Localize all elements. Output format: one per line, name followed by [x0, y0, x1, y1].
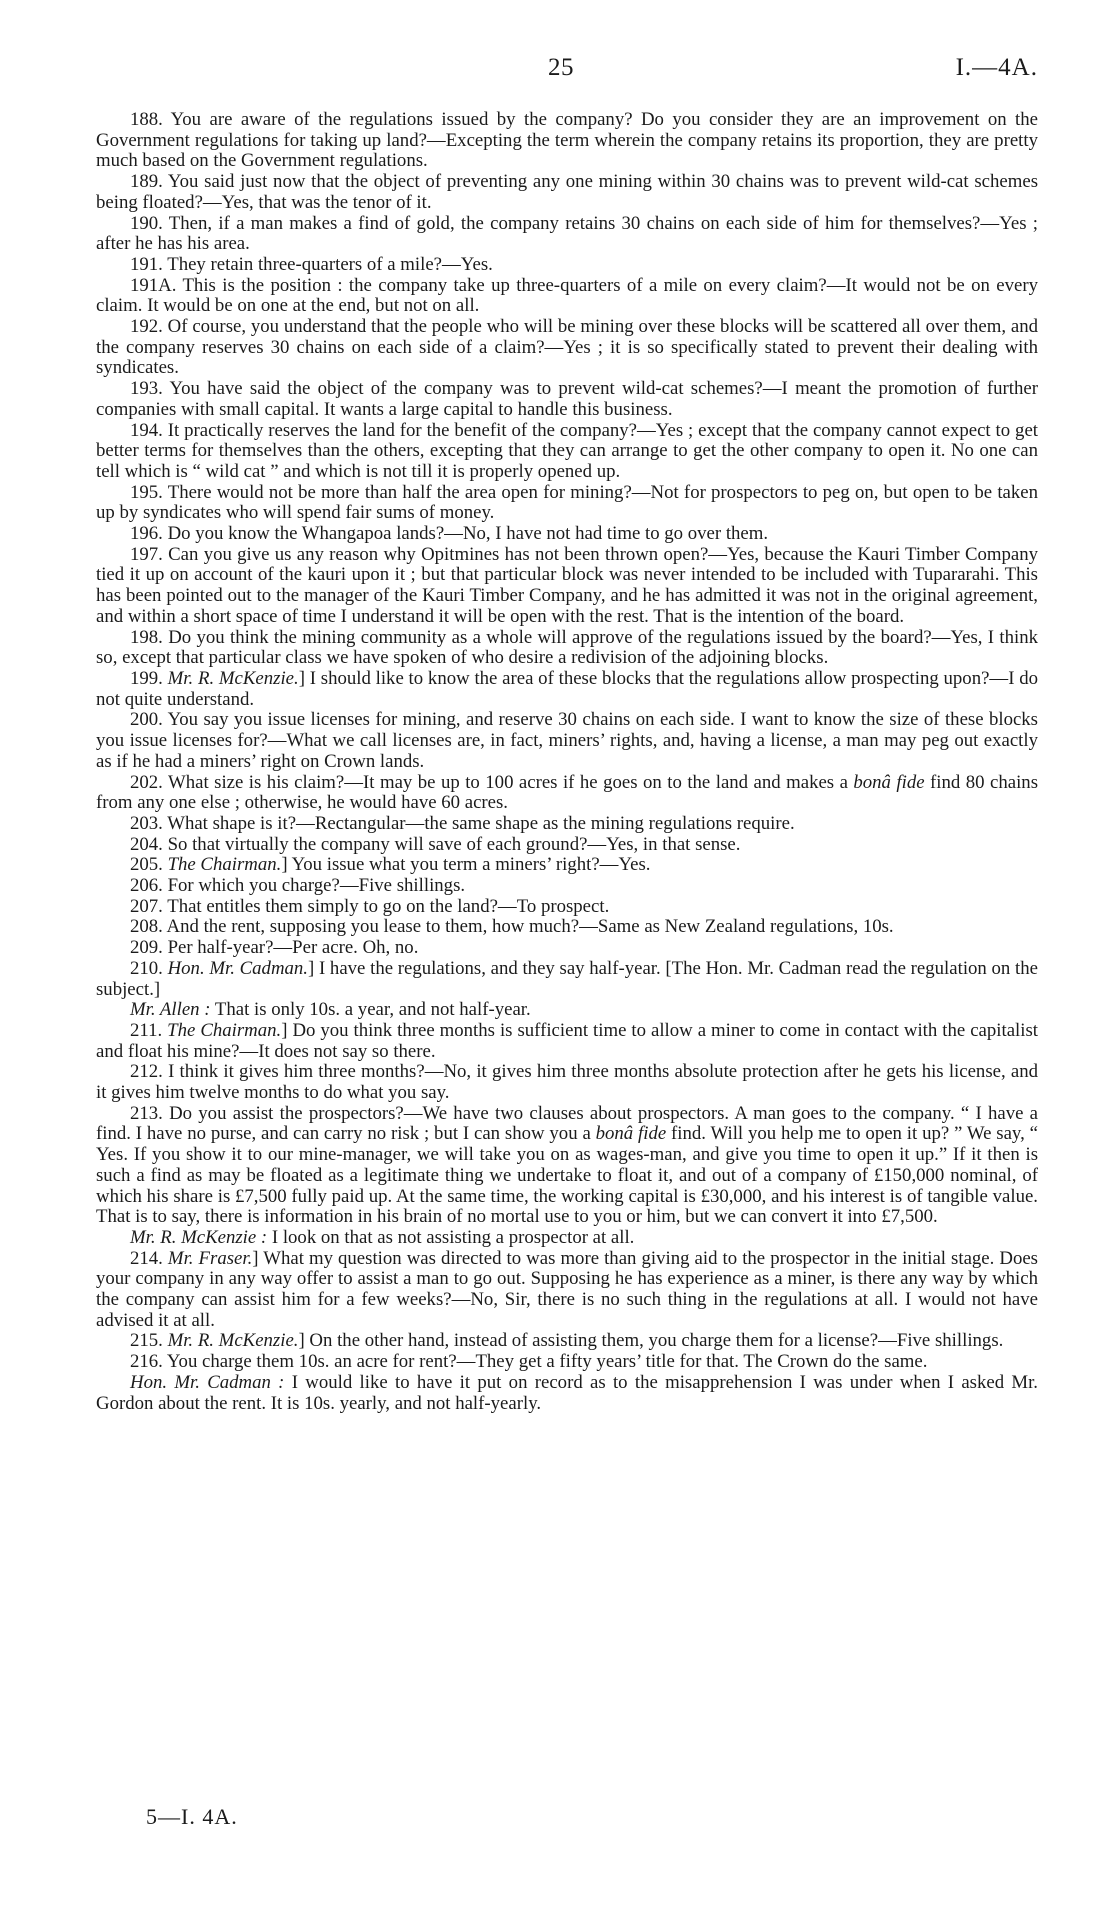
paragraph-text: 199.	[130, 667, 168, 689]
paragraph-text: 212. I think it gives him three months?—No, it gives him three months absolute protection after he gets his license, and it gives him twelve months to do what you say.	[96, 1061, 1038, 1104]
paragraph-text: 215.	[130, 1330, 168, 1352]
paragraph-text: 214.	[130, 1247, 168, 1269]
evidence-paragraph	[96, 1352, 1038, 1373]
paragraph-text: 195. There would not be more than half the area open for mining?—Not for prospectors to peg on, but open to be taken up by syndicates who will spend fair sums of money.	[96, 481, 1038, 524]
evidence-paragraph	[96, 545, 1038, 628]
paragraph-text: 191. They retain three-quarters of a mile?—Yes.	[130, 253, 493, 275]
speaker-or-italic-text: Mr. Allen :	[130, 999, 211, 1021]
evidence-paragraph	[96, 483, 1038, 524]
paragraph-text: 213. Do you assist the prospectors?—We have two clauses about prospectors. A man goes to the company. “ I have a find. I have no purse, and can carry no risk ; but I can show you a	[96, 1102, 1038, 1145]
paragraph-text: That is only 10s. a year, and not half-year.	[210, 999, 531, 1021]
paragraph-text: 194. It practically reserves the land for the benefit of the company?—Yes ; except that the company cannot expect to get better terms for themselves than the others, excepting that they can arrange to get the other company to open it. No one can tell which is “ wild cat ” and which is not till it is properly opened up.	[96, 419, 1038, 482]
paragraph-text: 211.	[130, 1019, 168, 1041]
evidence-paragraph	[96, 1021, 1038, 1062]
speaker-or-italic-text: bonâ fide	[853, 771, 925, 793]
evidence-paragraph	[96, 524, 1038, 545]
paragraph-text: 189. You said just now that the object of preventing any one mining within 30 chains was to prevent wild-cat schemes being floated?—Yes, that was the tenor of it.	[96, 171, 1038, 213]
evidence-paragraph	[96, 814, 1038, 835]
evidence-paragraph	[96, 1249, 1038, 1332]
paragraph-text: 198. Do you think the mining community as a whole will approve of the regulations issued by the board?—Yes, I think so, except that particular class we have spoken of who desire a redivision of the adjoining blocks.	[96, 626, 1038, 669]
evidence-paragraph	[96, 876, 1038, 897]
evidence-paragraph	[96, 317, 1038, 379]
printer-signature-mark: 5—I. 4A.	[146, 1804, 238, 1829]
page-number: 25	[548, 54, 574, 81]
speaker-or-italic-text: Mr. Fraser.	[167, 1247, 253, 1269]
evidence-paragraph	[96, 379, 1038, 420]
speaker-or-italic-text: bonâ fide	[595, 1123, 667, 1145]
paragraph-text: ] I have the regulations, and they say half-year. [The Hon. Mr. Cadman read the regulation on the subject.]	[96, 957, 1038, 1000]
paragraph-text: 216. You charge them 10s. an acre for rent?—They get a fifty years’ title for that. The Crown do the same.	[130, 1351, 928, 1373]
evidence-paragraph	[96, 835, 1038, 856]
evidence-paragraph	[96, 1104, 1038, 1228]
paragraph-text: 206. For which you charge?—Five shillings.	[130, 875, 466, 897]
document-reference: I.—4A.	[955, 54, 1038, 81]
paragraph-text: ] Do you think three months is sufficient time to allow a miner to come in contact with the capitalist and float his mine?—It does not say so there.	[96, 1019, 1038, 1062]
paragraph-text: I look on that as not assisting a prospector at all.	[267, 1226, 635, 1248]
speaker-or-italic-text: The Chairman.	[167, 1019, 282, 1041]
paragraph-text: 197. Can you give us any reason why Opitmines has not been thrown open?—Yes, because the Kauri Timber Company tied it up on account of the kauri upon it ; but that particular block was never intended to be included with Tupararahi. This has been pointed out to the manager of the Kauri Timber Company, and he has admitted it was not in the original agreement, and within a short space of time I understand it will be open with the rest. That is the intention of the board.	[96, 543, 1038, 627]
paragraph-text: 203. What shape is it?—Rectangular—the same shape as the mining regulations require.	[130, 812, 795, 834]
evidence-paragraph	[96, 1228, 1038, 1249]
paragraph-text: 193. You have said the object of the company was to prevent wild-cat schemes?—I meant the promotion of further companies with small capital. It wants a large capital to handle this business.	[96, 378, 1038, 420]
paragraph-text: 210.	[130, 957, 168, 979]
paragraph-text: ] What my question was directed to was more than giving aid to the prospector in the initial stage. Does your company in any way offer to assist a man to go out. Supposing he has experience as a miner, is there any way by which the company can assist him for a few weeks?—No, Sir, there is no such thing in the regulations at all. I would not have advised it at all.	[96, 1247, 1038, 1331]
speaker-or-italic-text: Mr. R. McKenzie.	[167, 1330, 299, 1352]
evidence-paragraph	[96, 1000, 1038, 1021]
paragraph-text: 200. You say you issue licenses for mining, and reserve 30 chains on each side. I want to know the size of these blocks you issue licenses for?—What we call licenses are, in fact, miners’ rights, and, having a license, a man may peg out exactly as if he had a miners’ right on Crown lands.	[96, 709, 1038, 772]
paragraph-text: 204. So that virtually the company will save of each ground?—Yes, in that sense.	[130, 833, 741, 855]
evidence-paragraph	[96, 628, 1038, 669]
paragraph-text: 192. Of course, you understand that the people who will be mining over these blocks will be scattered all over them, and the company reserves 30 chains on each side of a claim?—Yes ; it is so specifically stated to prevent their dealing with syndicates.	[96, 316, 1038, 379]
evidence-paragraph	[96, 897, 1038, 918]
evidence-paragraph	[96, 959, 1038, 1000]
paragraph-text: find 80 chains from any one else ; otherwise, he would have 60 acres.	[96, 771, 1038, 814]
paragraph-text: 205.	[130, 854, 168, 876]
paragraph-text: 188. You are aware of the regulations issued by the company? Do you consider they are an improvement on the Government regulations for taking up land?—Excepting the term wherein the company retains its proportion, they are pretty much based on the Government regulations.	[96, 109, 1038, 172]
paragraph-text: ] On the other hand, instead of assisting them, you charge them for a license?—Five shillings.	[298, 1330, 1004, 1352]
evidence-paragraph	[96, 855, 1038, 876]
paragraph-text: 190. Then, if a man makes a find of gold, the company retains 30 chains on each side of him for themselves?—Yes ; after he has his area.	[96, 212, 1038, 255]
evidence-paragraph	[96, 1062, 1038, 1103]
speaker-or-italic-text: Mr. R. McKenzie.	[167, 667, 299, 689]
paragraph-text: ] You issue what you term a miners’ right?—Yes.	[281, 854, 651, 876]
paragraph-text: 207. That entitles them simply to go on the land?—To prospect.	[130, 895, 610, 917]
evidence-paragraph	[96, 1331, 1038, 1352]
paragraph-text: 196. Do you know the Whangapoa lands?—No, I have not had time to go over them.	[130, 523, 769, 545]
evidence-paragraph	[96, 1373, 1038, 1414]
evidence-paragraph	[96, 938, 1038, 959]
paragraph-text: find. Will you help me to open it up? ” We say, “ Yes. If you show it to our mine-manager, we will take you on as wages-man, and give you time to open it up.” If it then is such a find as may be floated as a legitimate thing we undertake to float it, and out of a company of £150,000 nominal, of which his share is £7,500 fully paid up. At the same time, the working capital is £30,000, and his interest is of tangible value. That is to say, there is information in his brain of no mortal use to you or him, but we can convert it into £7,500.	[96, 1123, 1038, 1228]
paragraph-text: 208. And the rent, supposing you lease to them, how much?—Same as New Zealand regulations, 10s.	[130, 916, 894, 938]
speaker-or-italic-text: Hon. Mr. Cadman.	[167, 957, 308, 979]
speaker-or-italic-text: Hon. Mr. Cadman :	[130, 1371, 285, 1393]
paragraph-text: I would like to have it put on record as to the misapprehension I was under when I asked Mr. Gordon about the rent. It is 10s. yearly, and not half-yearly.	[96, 1371, 1038, 1414]
minutes-of-evidence-text	[96, 110, 1038, 1414]
evidence-paragraph	[96, 255, 1038, 276]
evidence-paragraph	[96, 669, 1038, 710]
evidence-paragraph	[96, 773, 1038, 814]
evidence-paragraph	[96, 110, 1038, 172]
paragraph-text: ] I should like to know the area of these blocks that the regulations allow prospecting upon?—I do not quite understand.	[96, 667, 1039, 710]
evidence-paragraph	[96, 172, 1038, 213]
evidence-paragraph	[96, 421, 1038, 483]
paragraph-text: 209. Per half-year?—Per acre. Oh, no.	[130, 937, 419, 959]
paragraph-text: 202. What size is his claim?—It may be up to 100 acres if he goes on to the land and makes a	[130, 771, 854, 793]
evidence-paragraph	[96, 710, 1038, 772]
speaker-or-italic-text: Mr. R. McKenzie :	[130, 1226, 268, 1248]
evidence-paragraph	[96, 276, 1038, 317]
speaker-or-italic-text: The Chairman.	[167, 854, 282, 876]
evidence-paragraph	[96, 214, 1038, 255]
evidence-paragraph	[96, 917, 1038, 938]
paragraph-text: 191A. This is the position : the company take up three-quarters of a mile on every claim?—It would not be on every claim. It would be on one at the end, but not on all.	[96, 274, 1038, 317]
